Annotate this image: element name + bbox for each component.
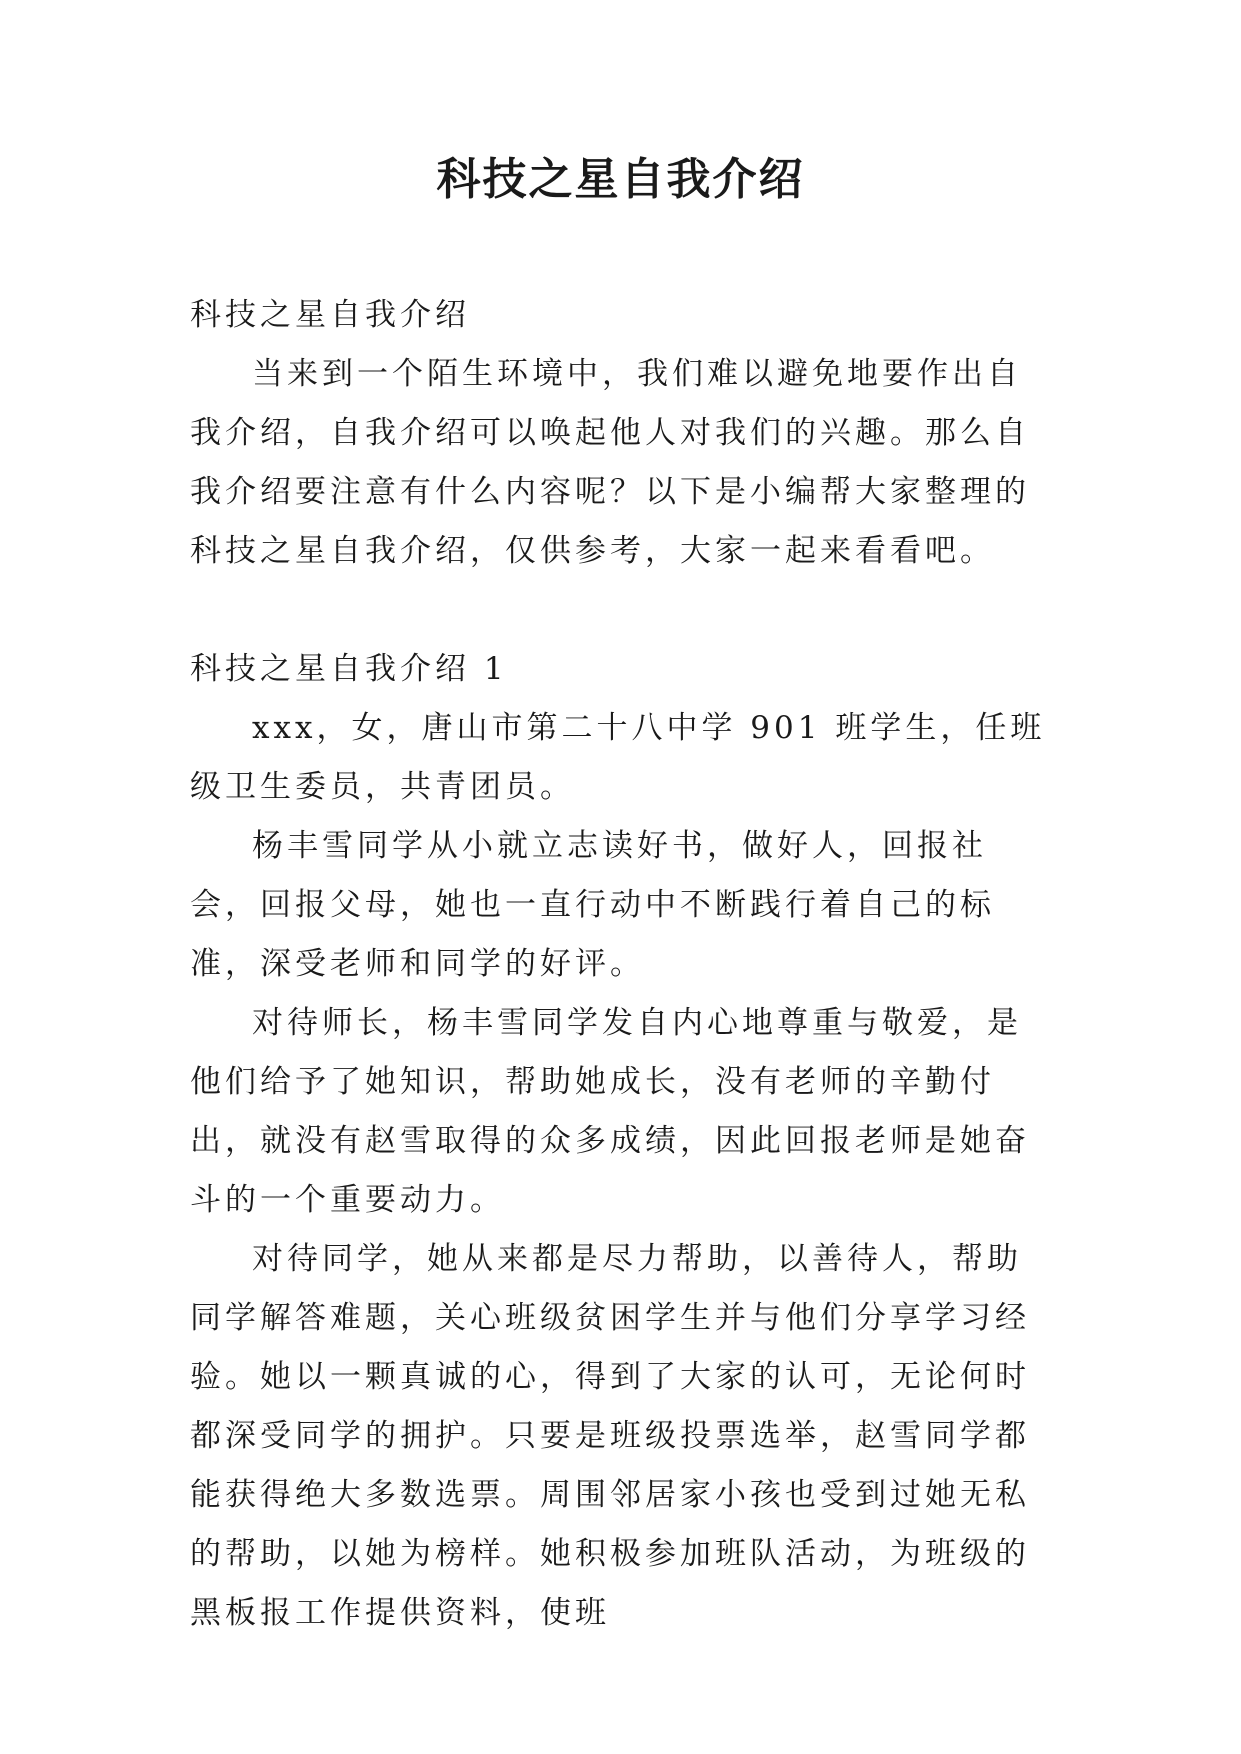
intro-paragraph: 当来到一个陌生环境中，我们难以避免地要作出自我介绍，自我介绍可以唤起他人对我们的兴趣。那么自我介绍要注意有什么内容呢？以下是小编帮大家整理的科技之星自我介绍，仅供参考，大家一起来看看吧。	[190, 356, 1030, 569]
document-body	[190, 286, 1050, 1643]
intro-heading: 科技之星自我介绍	[190, 297, 470, 333]
section-heading: 科技之星自我介绍 1	[190, 651, 508, 687]
body-paragraph: 对待师长，杨丰雪同学发自内心地尊重与敬爱，是他们给予了她知识，帮助她成长，没有老师的辛勤付出，就没有赵雪取得的众多成绩，因此回报老师是她奋斗的一个重要动力。	[190, 1005, 1030, 1218]
section-spacer	[190, 581, 1050, 640]
body-paragraph: xxx，女，唐山市第二十八中学 901 班学生，任班级卫生委员，共青团员。	[190, 710, 1046, 805]
body-paragraph: 杨丰雪同学从小就立志读好书，做好人，回报社会，回报父母，她也一直行动中不断践行着自己的标准，深受老师和同学的好评。	[190, 828, 995, 982]
body-paragraph: 对待同学，她从来都是尽力帮助，以善待人，帮助同学解答难题，关心班级贫困学生并与他们分享学习经验。她以一颗真诚的心，得到了大家的认可，无论何时都深受同学的拥护。只要是班级投票选举，赵雪同学都能获得绝大多数选票。周围邻居家小孩也受到过她无私的帮助，以她为榜样。她积极参加班队活动，为班级的黑板报工作提供资料，使班	[190, 1241, 1030, 1631]
document-title: 科技之星自我介绍	[436, 154, 805, 205]
